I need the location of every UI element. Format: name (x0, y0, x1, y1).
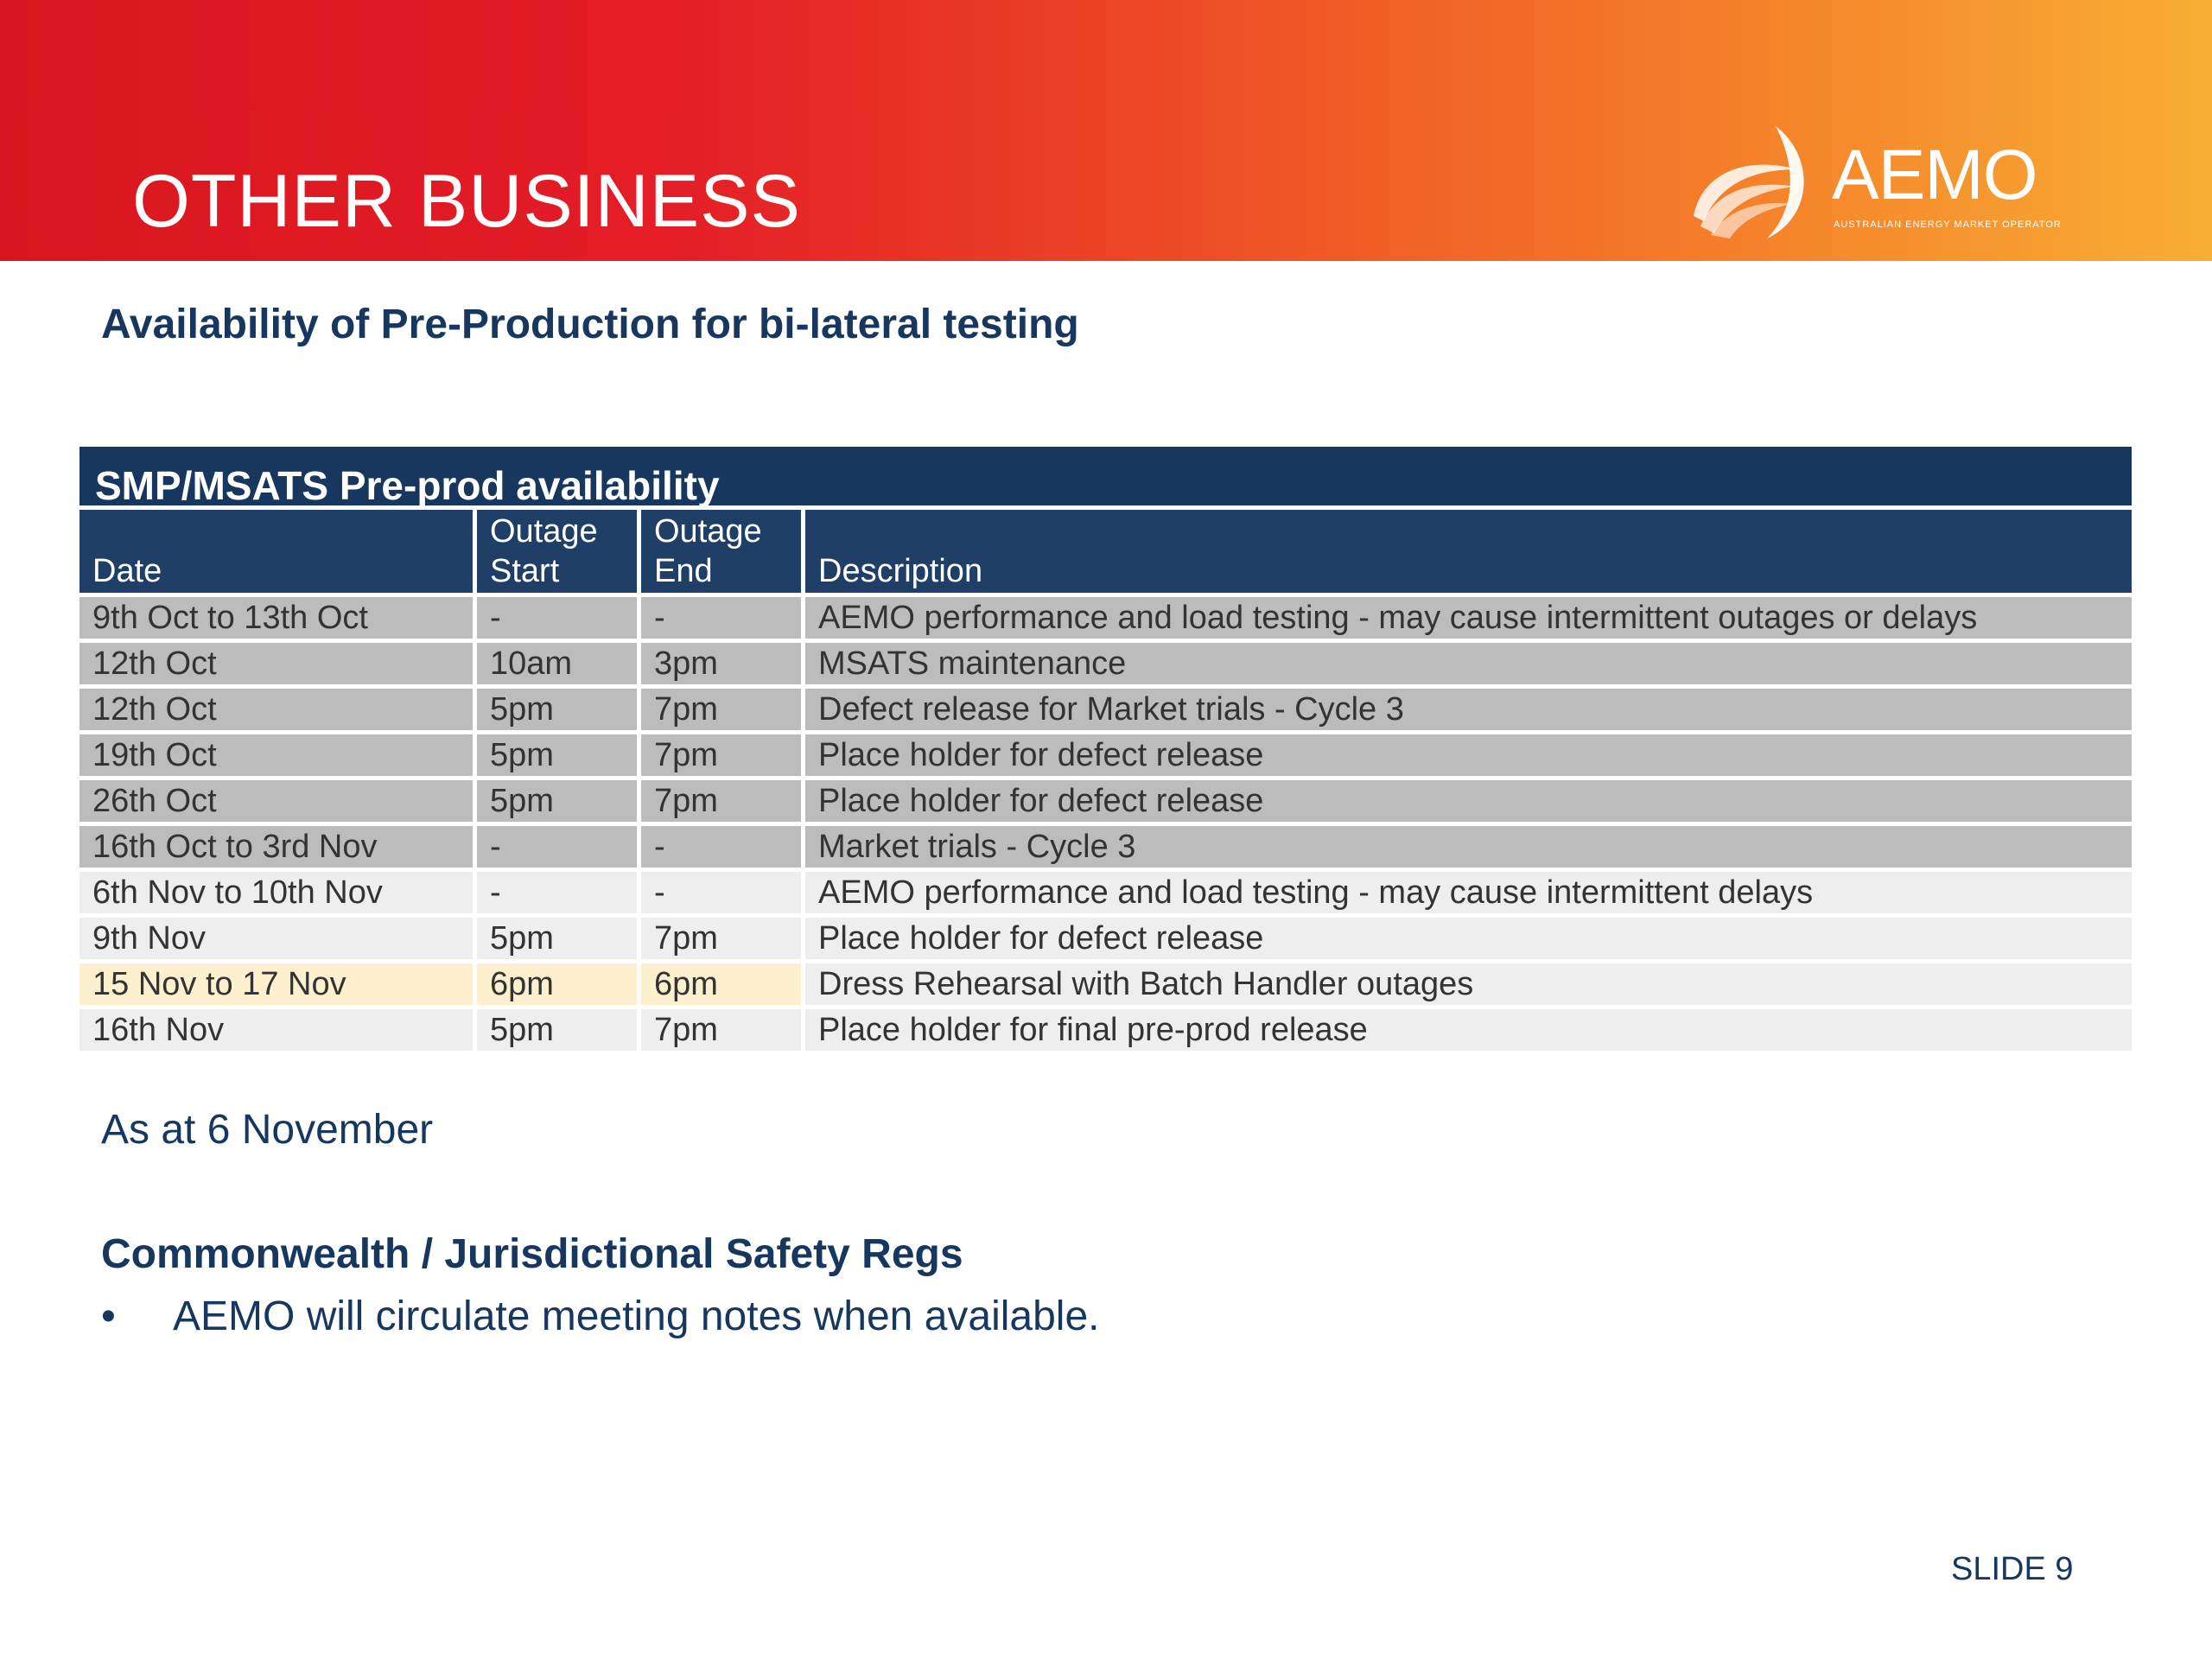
table-row (79, 689, 2132, 730)
aemo-logo (1685, 121, 2062, 242)
cell-description: MSATS maintenance (805, 643, 2132, 684)
column-header-outage-end (641, 510, 801, 593)
table-row (79, 780, 2132, 822)
cell-description: Defect release for Market trials - Cycle 3 (805, 689, 2132, 730)
safety-regs-heading: Commonwealth / Jurisdictional Safety Regs (101, 1231, 963, 1277)
table-caption (79, 447, 2132, 508)
cell-outage-end: 7pm (641, 734, 801, 776)
table-row (79, 1009, 2132, 1051)
column-header-date (79, 510, 473, 593)
table-row-highlighted (79, 963, 2132, 1005)
bullet-marker: • (101, 1294, 116, 1339)
as-at-note: As at 6 November (101, 1107, 434, 1153)
cell-description: AEMO performance and load testing - may cause intermittent outages or delays (805, 597, 2132, 639)
cell-outage-start: 5pm (477, 689, 637, 730)
cell-date: 19th Oct (79, 734, 473, 776)
table-header-row (79, 510, 2132, 593)
cell-date: 9th Nov (79, 918, 473, 959)
column-header-line2: End (654, 553, 713, 589)
cell-description: Place holder for defect release (805, 918, 2132, 959)
section-heading: Availability of Pre-Production for bi-lateral testing (101, 302, 1079, 347)
column-header-line1: Outage (490, 513, 598, 550)
logo-tagline: AUSTRALIAN ENERGY MARKET OPERATOR (1834, 219, 2062, 230)
cell-outage-start: 5pm (477, 918, 637, 959)
cell-outage-start: - (477, 872, 637, 913)
cell-date: 9th Oct to 13th Oct (79, 597, 473, 639)
table-caption-text: SMP/MSATS Pre-prod availability (95, 463, 720, 508)
table-row (79, 597, 2132, 639)
column-header-line1: Outage (654, 513, 762, 550)
cell-outage-start: - (477, 826, 637, 868)
cell-outage-end: - (641, 872, 801, 913)
cell-outage-start: - (477, 597, 637, 639)
table-row (79, 918, 2132, 959)
column-header-line2: Start (490, 553, 560, 589)
cell-outage-end: 7pm (641, 780, 801, 822)
cell-outage-end: 6pm (641, 963, 801, 1005)
cell-outage-end: - (641, 597, 801, 639)
cell-description: Market trials - Cycle 3 (805, 826, 2132, 868)
cell-description: AEMO performance and load testing - may cause intermittent delays (805, 872, 2132, 913)
cell-outage-start: 5pm (477, 1009, 637, 1051)
availability-table (79, 447, 2132, 1055)
cell-description: Place holder for defect release (805, 780, 2132, 822)
column-header-line2: Description (818, 553, 983, 589)
cell-outage-end: 3pm (641, 643, 801, 684)
cell-outage-start: 10am (477, 643, 637, 684)
cell-outage-end: - (641, 826, 801, 868)
availability-grid (75, 505, 2136, 1055)
cell-date: 16th Oct to 3rd Nov (79, 826, 473, 868)
column-header-line2: Date (92, 553, 162, 589)
cell-date: 15 Nov to 17 Nov (79, 963, 473, 1005)
column-header-description (805, 510, 2132, 593)
aemo-swirl-logo-icon (1685, 121, 1832, 242)
slide-title: OTHER BUSINESS (132, 160, 801, 243)
cell-description: Place holder for final pre-prod release (805, 1009, 2132, 1051)
cell-outage-end: 7pm (641, 918, 801, 959)
cell-description: Place holder for defect release (805, 734, 2132, 776)
cell-outage-end: 7pm (641, 689, 801, 730)
table-row (79, 826, 2132, 868)
cell-date: 26th Oct (79, 780, 473, 822)
cell-outage-start: 5pm (477, 780, 637, 822)
cell-outage-end: 7pm (641, 1009, 801, 1051)
column-header-outage-start (477, 510, 637, 593)
table-row (79, 872, 2132, 913)
cell-date: 6th Nov to 10th Nov (79, 872, 473, 913)
bullet-text: AEMO will circulate meeting notes when available. (173, 1294, 1100, 1339)
cell-date: 16th Nov (79, 1009, 473, 1051)
logo-wordmark: AEMO (1832, 136, 2037, 214)
slide-number: SLIDE 9 (1951, 1551, 2074, 1587)
cell-outage-start: 6pm (477, 963, 637, 1005)
cell-date: 12th Oct (79, 689, 473, 730)
header-banner (0, 0, 2212, 261)
table-row (79, 734, 2132, 776)
cell-date: 12th Oct (79, 643, 473, 684)
table-row (79, 643, 2132, 684)
cell-outage-start: 5pm (477, 734, 637, 776)
cell-description: Dress Rehearsal with Batch Handler outages (805, 963, 2132, 1005)
